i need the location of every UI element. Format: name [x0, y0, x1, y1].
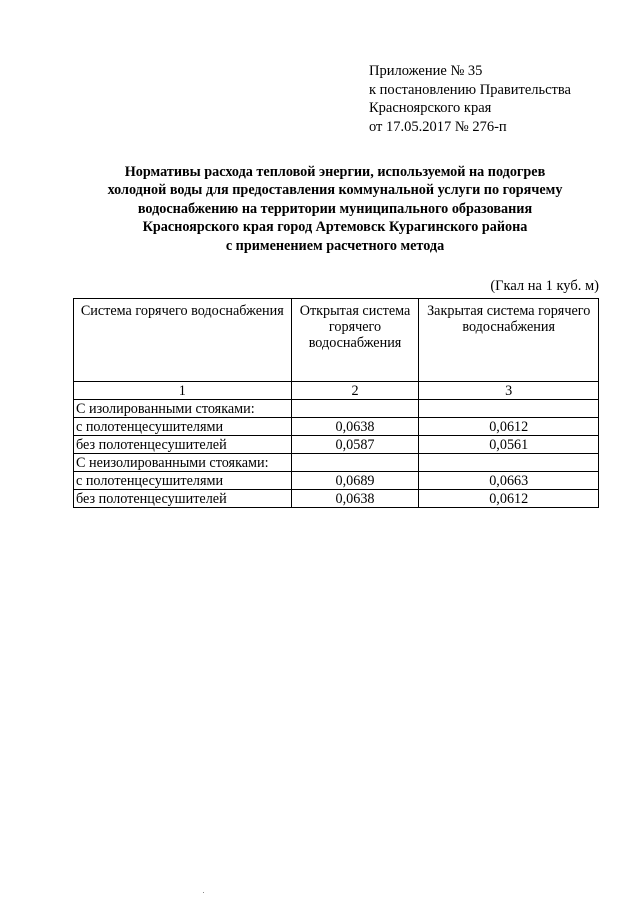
table-row — [74, 436, 599, 454]
row-label: с полотенцесушителями — [74, 472, 292, 490]
appendix-line-1: Приложение № 35 — [369, 63, 483, 79]
title-line-3: водоснабжению на территории муниципального образования — [137, 200, 533, 217]
norms-table — [73, 298, 599, 508]
closed-value — [419, 400, 599, 418]
appendix-block — [369, 62, 571, 136]
title-line-2: холодной воды для предоставления коммунальной услуги по горячему — [107, 182, 563, 199]
closed-value: 0,0561 — [419, 436, 599, 454]
closed-value — [419, 454, 599, 472]
open-value: 0,0587 — [291, 436, 419, 454]
open-value: 0,0689 — [291, 472, 419, 490]
title-line-5: с применением расчетного метода — [225, 237, 445, 254]
row-label: без полотенцесушителей — [74, 490, 292, 508]
table-header-row — [74, 299, 599, 382]
row-label: С изолированными стояками: — [74, 400, 292, 418]
appendix-line-2: к постановлению Правительства — [369, 81, 571, 98]
document-title — [70, 163, 600, 255]
row-label: С неизолированными стояками: — [74, 454, 292, 472]
open-value: 0,0638 — [291, 418, 419, 436]
row-label: без полотенцесушителей — [74, 436, 292, 454]
header-closed-system: Закрытая система горячего водоснабжения — [419, 299, 599, 382]
appendix-line-4: от 17.05.2017 № 276-п — [369, 118, 507, 135]
table-row — [74, 418, 599, 436]
row-label: с полотенцесушителями — [74, 418, 292, 436]
open-value: 0,0638 — [291, 490, 419, 508]
table-row — [74, 400, 599, 418]
table-row — [74, 490, 599, 508]
column-number: 3 — [419, 382, 599, 400]
title-line-4: Красноярского края город Артемовск Курагинского района — [142, 219, 528, 236]
open-value — [291, 454, 419, 472]
closed-value: 0,0612 — [419, 418, 599, 436]
unit-label: (Гкал на 1 куб. м) — [490, 278, 599, 294]
column-number: 2 — [291, 382, 419, 400]
column-number: 1 — [74, 382, 292, 400]
appendix-line-3: Красноярского края — [369, 100, 492, 116]
closed-value: 0,0663 — [419, 472, 599, 490]
open-value — [291, 400, 419, 418]
header-open-system: Открытая система горячего водоснабжения — [291, 299, 419, 382]
closed-value: 0,0612 — [419, 490, 599, 508]
table-row — [74, 454, 599, 472]
header-system: Система горячего водоснабжения — [74, 299, 292, 382]
table-row — [74, 472, 599, 490]
column-number-row — [74, 382, 599, 400]
scan-speck — [203, 892, 204, 893]
title-line-1: Нормативы расхода тепловой энергии, используемой на подогрев — [124, 164, 546, 180]
